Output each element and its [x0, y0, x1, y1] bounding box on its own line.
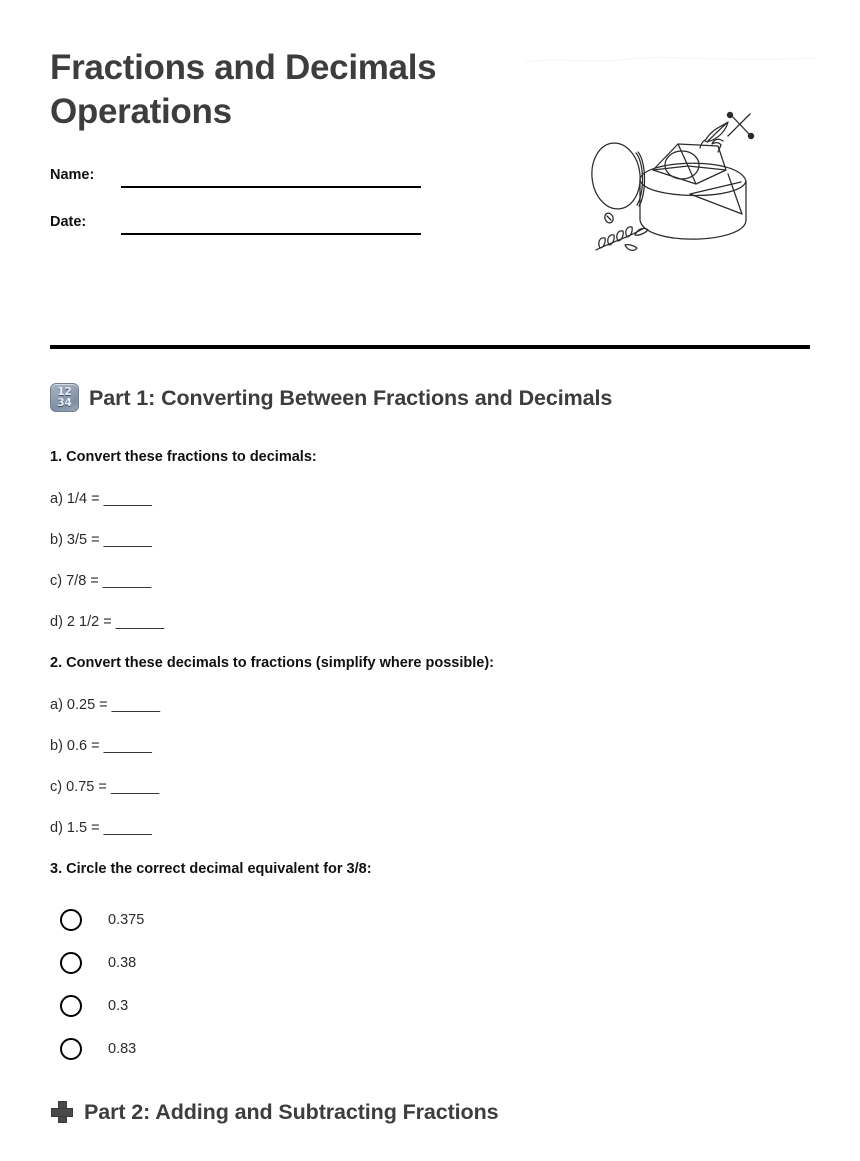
choice-label-4: 0.83 — [108, 1041, 137, 1057]
date-field-line[interactable] — [121, 233, 421, 235]
question-prompt-1: 1. Convert these fractions to decimals: — [50, 449, 317, 465]
choice-circle-icon[interactable] — [60, 909, 82, 931]
header-divider — [50, 345, 810, 349]
student-fields — [50, 158, 550, 235]
name-field-line[interactable] — [121, 186, 421, 188]
name-field-label: Name: — [50, 167, 95, 183]
question-block-3 — [50, 859, 812, 1060]
section-title-part-1: Part 1: Converting Between Fractions and Decimals — [89, 385, 613, 410]
question-prompt-2: 2. Convert these decimals to fractions (simplify where possible): — [50, 655, 494, 671]
question-1-item-d[interactable]: d) 2 1/2 = ______ — [50, 614, 165, 630]
choice-label-3: 0.3 — [108, 998, 129, 1014]
name-field-row — [50, 158, 550, 188]
question-2-item-a[interactable]: a) 0.25 = ______ — [50, 697, 161, 713]
worksheet-content — [50, 383, 812, 1126]
date-field-row — [50, 205, 550, 235]
question-block-1 — [50, 447, 812, 632]
choice-list — [60, 909, 812, 1060]
question-block-2 — [50, 653, 812, 838]
question-1-item-b[interactable]: b) 3/5 = ______ — [50, 532, 152, 548]
section-heading-part-2 — [50, 1098, 812, 1126]
section-title-part-2: Part 2: Adding and Subtracting Fractions — [84, 1100, 499, 1124]
cake-slice-doodle-icon — [578, 108, 778, 283]
input-numbers-icon-bottom: 34 — [57, 396, 72, 409]
plus-icon — [50, 1100, 74, 1124]
worksheet-header — [50, 46, 550, 252]
page-title: Fractions and Decimals Operations — [50, 48, 437, 131]
question-1-item-a[interactable]: a) 1/4 = ______ — [50, 491, 152, 507]
faint-watermark-marks — [520, 48, 820, 70]
question-2-item-d[interactable]: d) 1.5 = ______ — [50, 820, 152, 836]
input-numbers-icon-top: 12 — [57, 386, 72, 398]
choice-label-2: 0.38 — [108, 955, 137, 971]
choice-circle-icon[interactable] — [60, 952, 82, 974]
choice-circle-icon[interactable] — [60, 995, 82, 1017]
question-2-item-c[interactable]: c) 0.75 = ______ — [50, 779, 160, 795]
question-prompt-3: 3. Circle the correct decimal equivalent for 3/8: — [50, 861, 372, 877]
date-field-label: Date: — [50, 214, 87, 230]
input-numbers-icon — [50, 383, 79, 412]
question-2-item-b[interactable]: b) 0.6 = ______ — [50, 738, 152, 754]
question-1-item-c[interactable]: c) 7/8 = ______ — [50, 573, 152, 589]
choice-row-3[interactable] — [60, 995, 812, 1017]
section-heading-part-1 — [50, 383, 812, 412]
choice-circle-icon[interactable] — [60, 1038, 82, 1060]
choice-row-2[interactable] — [60, 952, 812, 974]
choice-row-4[interactable] — [60, 1038, 812, 1060]
choice-label-1: 0.375 — [108, 912, 145, 928]
choice-row-1[interactable] — [60, 909, 812, 931]
